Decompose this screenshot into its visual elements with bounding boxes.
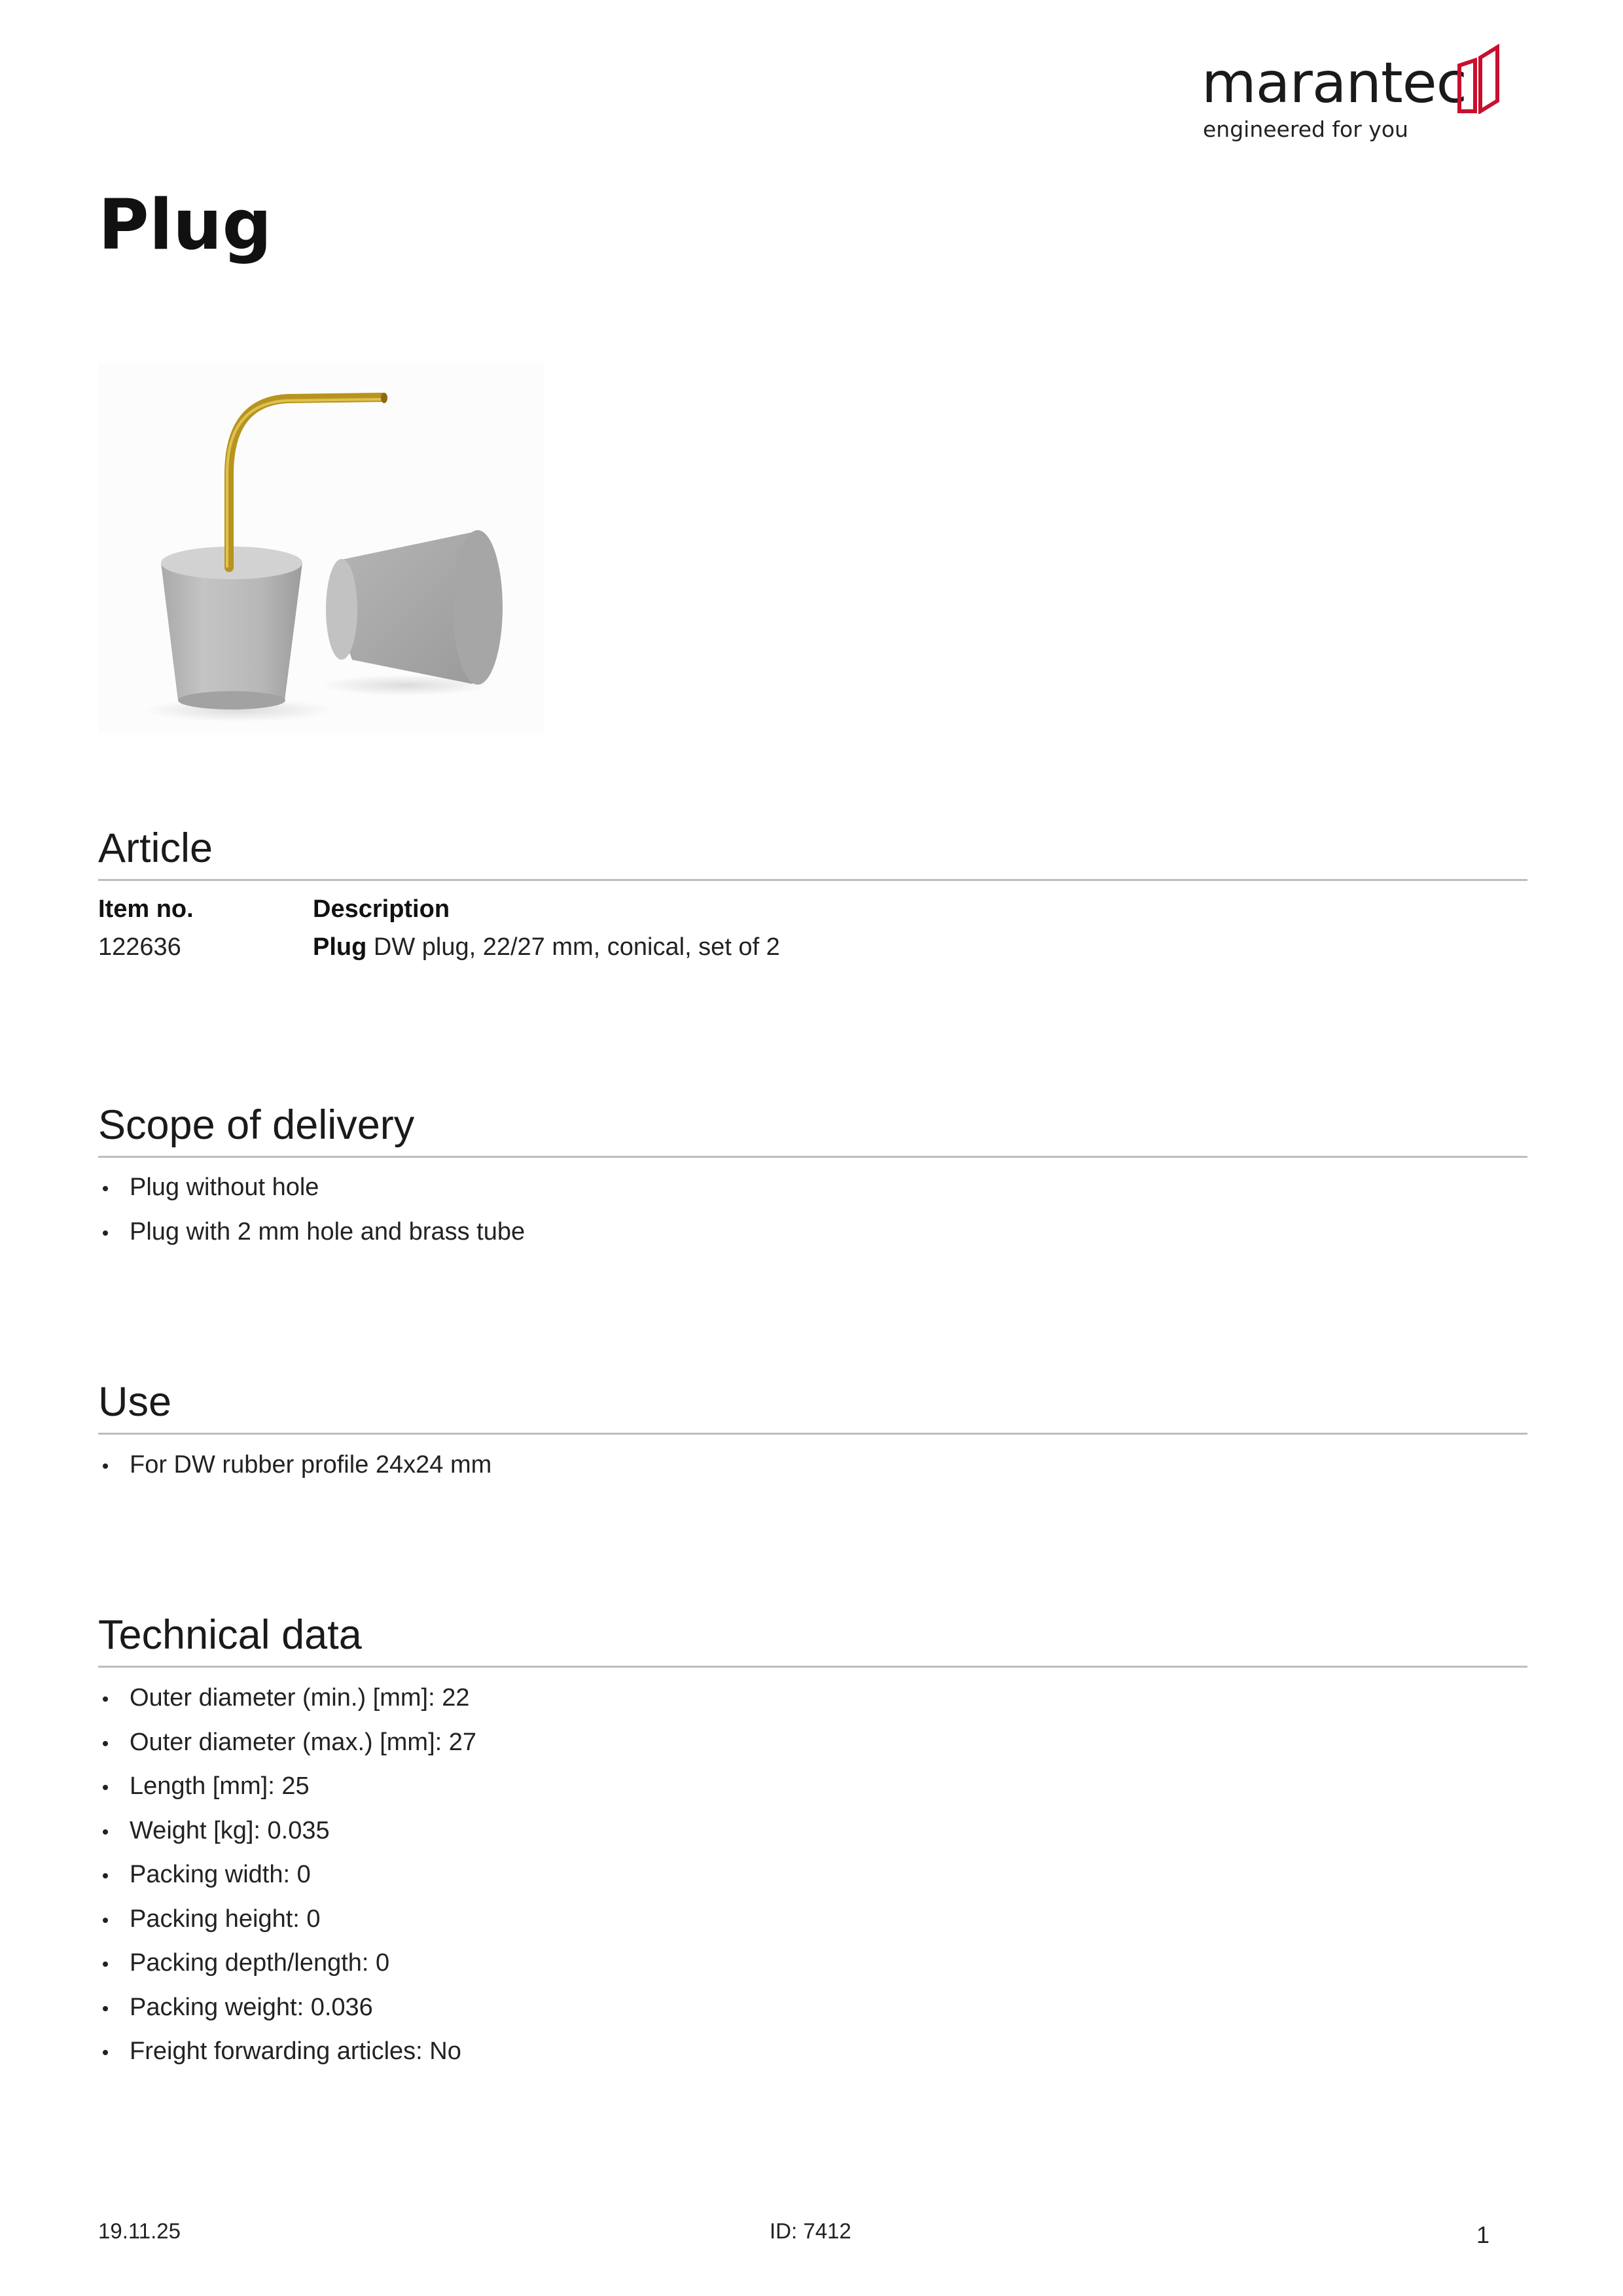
article-heading: Article xyxy=(98,825,213,871)
scope-heading: Scope of delivery xyxy=(98,1102,415,1148)
page-title: Plug xyxy=(98,185,272,265)
list-item: Packing depth/length: 0 xyxy=(98,1941,476,1986)
list-item: Packing weight: 0.036 xyxy=(98,1986,476,2030)
brand-logo xyxy=(1202,43,1503,148)
list-item: Outer diameter (min.) [mm]: 22 xyxy=(98,1676,476,1721)
description-bold: Plug xyxy=(313,933,367,961)
brand-tagline: engineered for you xyxy=(1203,117,1408,142)
plug-illustration xyxy=(98,363,543,733)
use-heading: Use xyxy=(98,1379,172,1425)
product-image xyxy=(98,363,543,733)
list-item: Packing width: 0 xyxy=(98,1853,476,1897)
list-item: Freight forwarding articles: No xyxy=(98,2030,476,2074)
description-header: Description xyxy=(313,895,450,923)
use-list xyxy=(98,1443,491,1488)
technical-list xyxy=(98,1676,476,2074)
technical-heading: Technical data xyxy=(98,1612,362,1658)
description-text: DW plug, 22/27 mm, conical, set of 2 xyxy=(366,933,780,961)
list-item: Plug with 2 mm hole and brass tube xyxy=(98,1210,525,1255)
list-item: For DW rubber profile 24x24 mm xyxy=(98,1443,491,1488)
description-value xyxy=(313,933,780,961)
footer-date: 19.11.25 xyxy=(98,2219,181,2243)
list-item: Length [mm]: 25 xyxy=(98,1765,476,1809)
list-item: Outer diameter (max.) [mm]: 27 xyxy=(98,1721,476,1765)
scope-list xyxy=(98,1166,525,1254)
list-item: Weight [kg]: 0.035 xyxy=(98,1809,476,1854)
marantec-mark-icon xyxy=(1455,43,1503,114)
brand-name: marantec xyxy=(1202,50,1467,116)
use-divider xyxy=(98,1433,1527,1435)
item-no-header: Item no. xyxy=(98,895,194,923)
list-item: Packing height: 0 xyxy=(98,1897,476,1942)
technical-divider xyxy=(98,1666,1527,1668)
footer-page-number: 1 xyxy=(1476,2221,1490,2248)
item-no-value: 122636 xyxy=(98,933,181,961)
scope-divider xyxy=(98,1156,1527,1158)
footer-document-id: ID: 7412 xyxy=(770,2219,851,2243)
article-divider xyxy=(98,879,1527,881)
list-item: Plug without hole xyxy=(98,1166,525,1210)
